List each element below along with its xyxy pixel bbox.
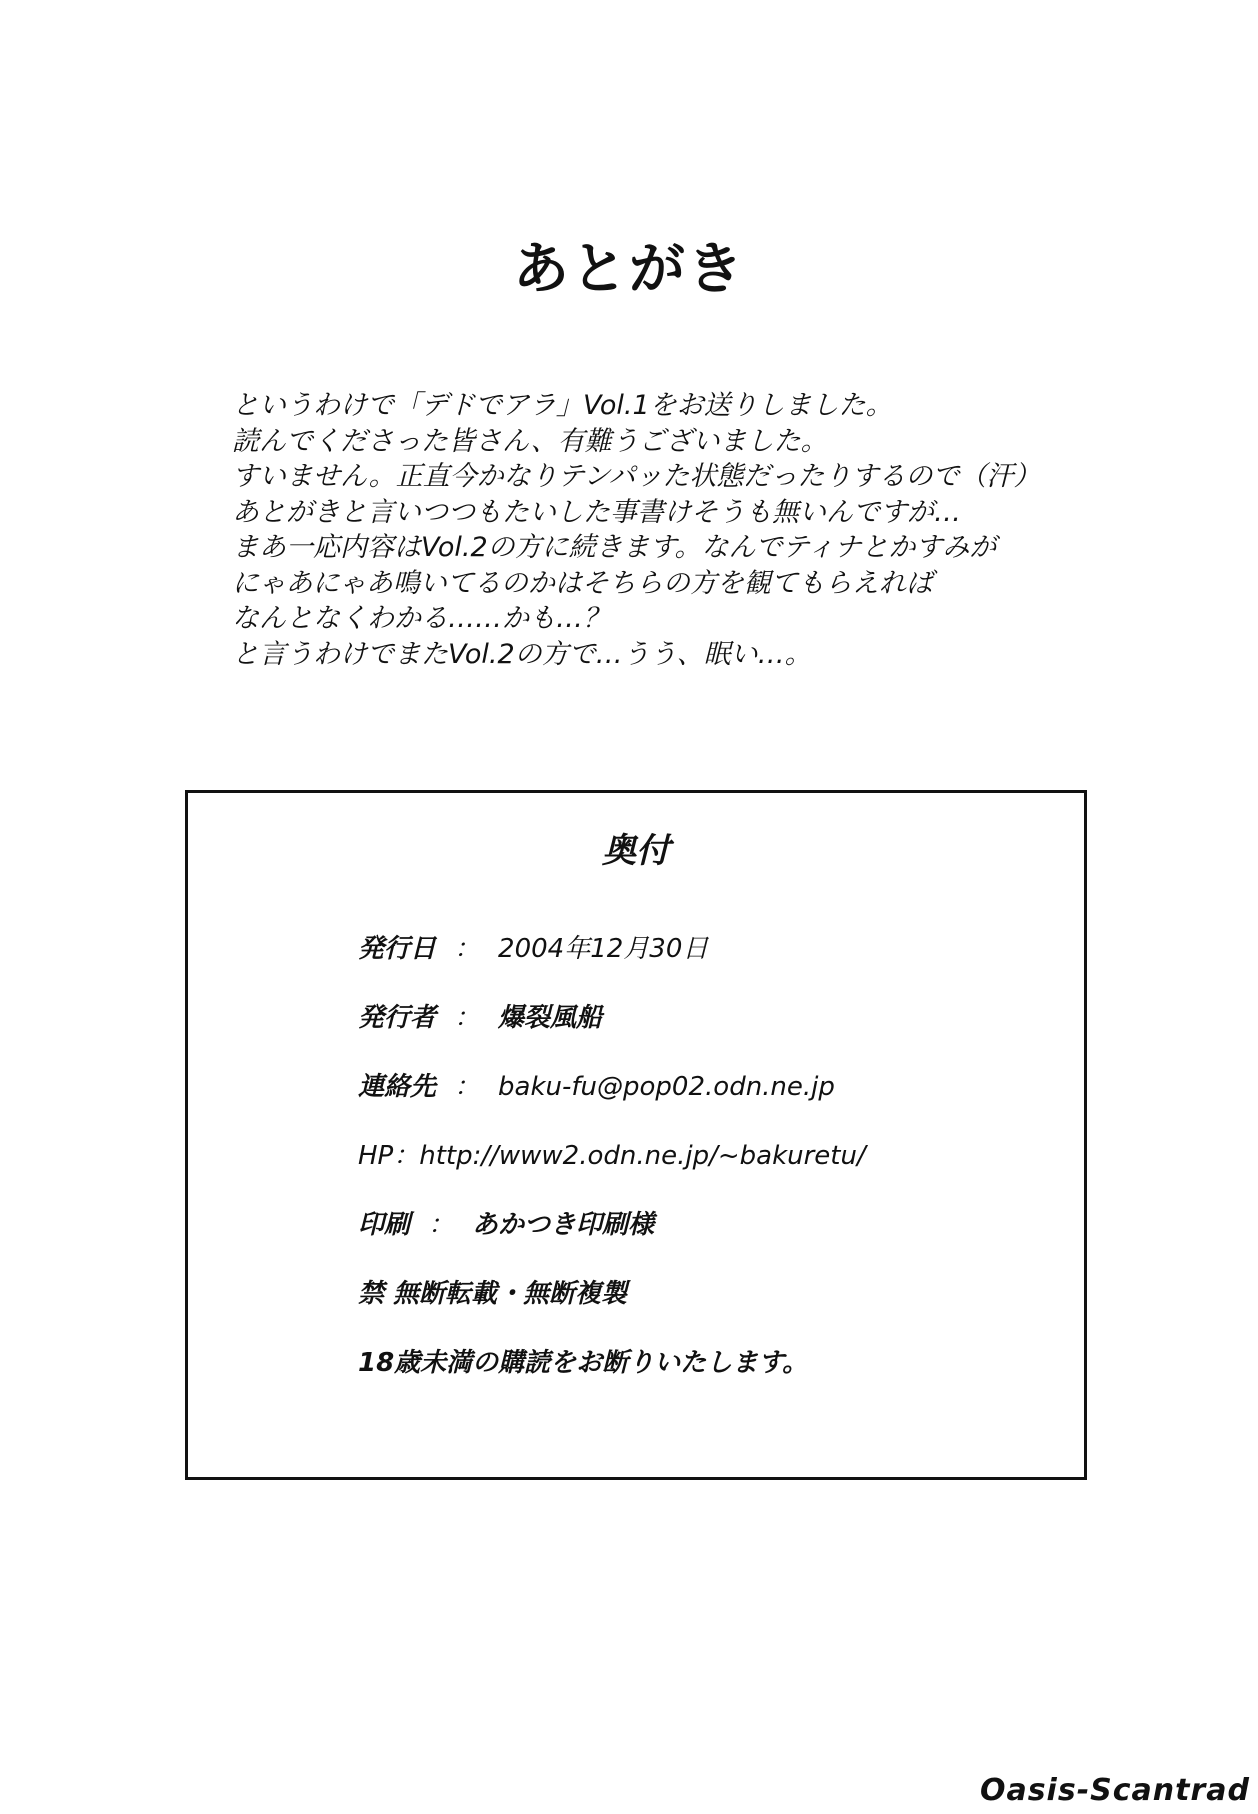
age-notice-row xyxy=(358,1342,1058,1411)
publisher-row xyxy=(358,997,1058,1066)
print-row xyxy=(358,1204,1058,1273)
separator: ： xyxy=(454,934,481,964)
afterword-line: というわけで「デドでアラ」Vol.1をお送りしました。 xyxy=(232,390,893,421)
contact-label: 連絡先 xyxy=(358,1072,437,1102)
afterword-line: 読んでくださった皆さん、有難うございました。 xyxy=(232,425,828,457)
separator: ： xyxy=(454,1072,481,1102)
scanlation-credit: Oasis-Scantrad xyxy=(979,1773,1250,1808)
afterword-title: あとがき xyxy=(513,237,745,302)
afterword-line: まあ一応内容はVol.2の方に続きます。なんでティナとかすみが xyxy=(232,532,997,563)
age-notice-text: 18歳未満の購読をお断りいたします。 xyxy=(358,1348,809,1378)
issue-date-row xyxy=(358,928,1058,997)
afterword-body xyxy=(232,388,1132,672)
afterword-line: すいません。正直今かなりテンパッた状態だったりするので（汗） xyxy=(232,461,1041,492)
prohibition-text: 禁 無断転載・無断複製 xyxy=(358,1279,628,1309)
homepage-row xyxy=(358,1135,1058,1204)
contact-row xyxy=(358,1066,1058,1135)
publisher-value: 爆裂風船 xyxy=(498,1003,603,1033)
separator: ： xyxy=(428,1210,455,1240)
afterword-line: なんとなくわかる……かも…？ xyxy=(232,603,610,634)
afterword-line: と言うわけでまたVol.2の方で…うう、眠い…。 xyxy=(232,638,812,670)
issue-date-value: 2004年12月30日 xyxy=(498,934,709,964)
separator: ： xyxy=(454,1003,481,1033)
contact-email: baku-fu@pop02.odn.ne.jp xyxy=(498,1072,835,1102)
colophon-box xyxy=(185,790,1087,1480)
print-value: あかつき印刷様 xyxy=(472,1210,655,1240)
print-label: 印刷 xyxy=(358,1210,411,1240)
issue-date-label: 発行日 xyxy=(358,934,437,964)
afterword-line: にゃあにゃあ鳴いてるのかはそちらの方を観てもらえれば xyxy=(232,567,933,599)
colophon-list xyxy=(358,928,1058,1411)
publisher-label: 発行者 xyxy=(358,1003,437,1033)
homepage-url: HP：http://www2.odn.ne.jp/~bakuretu/ xyxy=(358,1141,866,1171)
colophon-title: 奥付 xyxy=(602,831,670,871)
afterword-line: あとがきと言いつつもたいした事書けそうも無いんですが… xyxy=(232,496,961,528)
prohibition-row xyxy=(358,1273,1058,1342)
